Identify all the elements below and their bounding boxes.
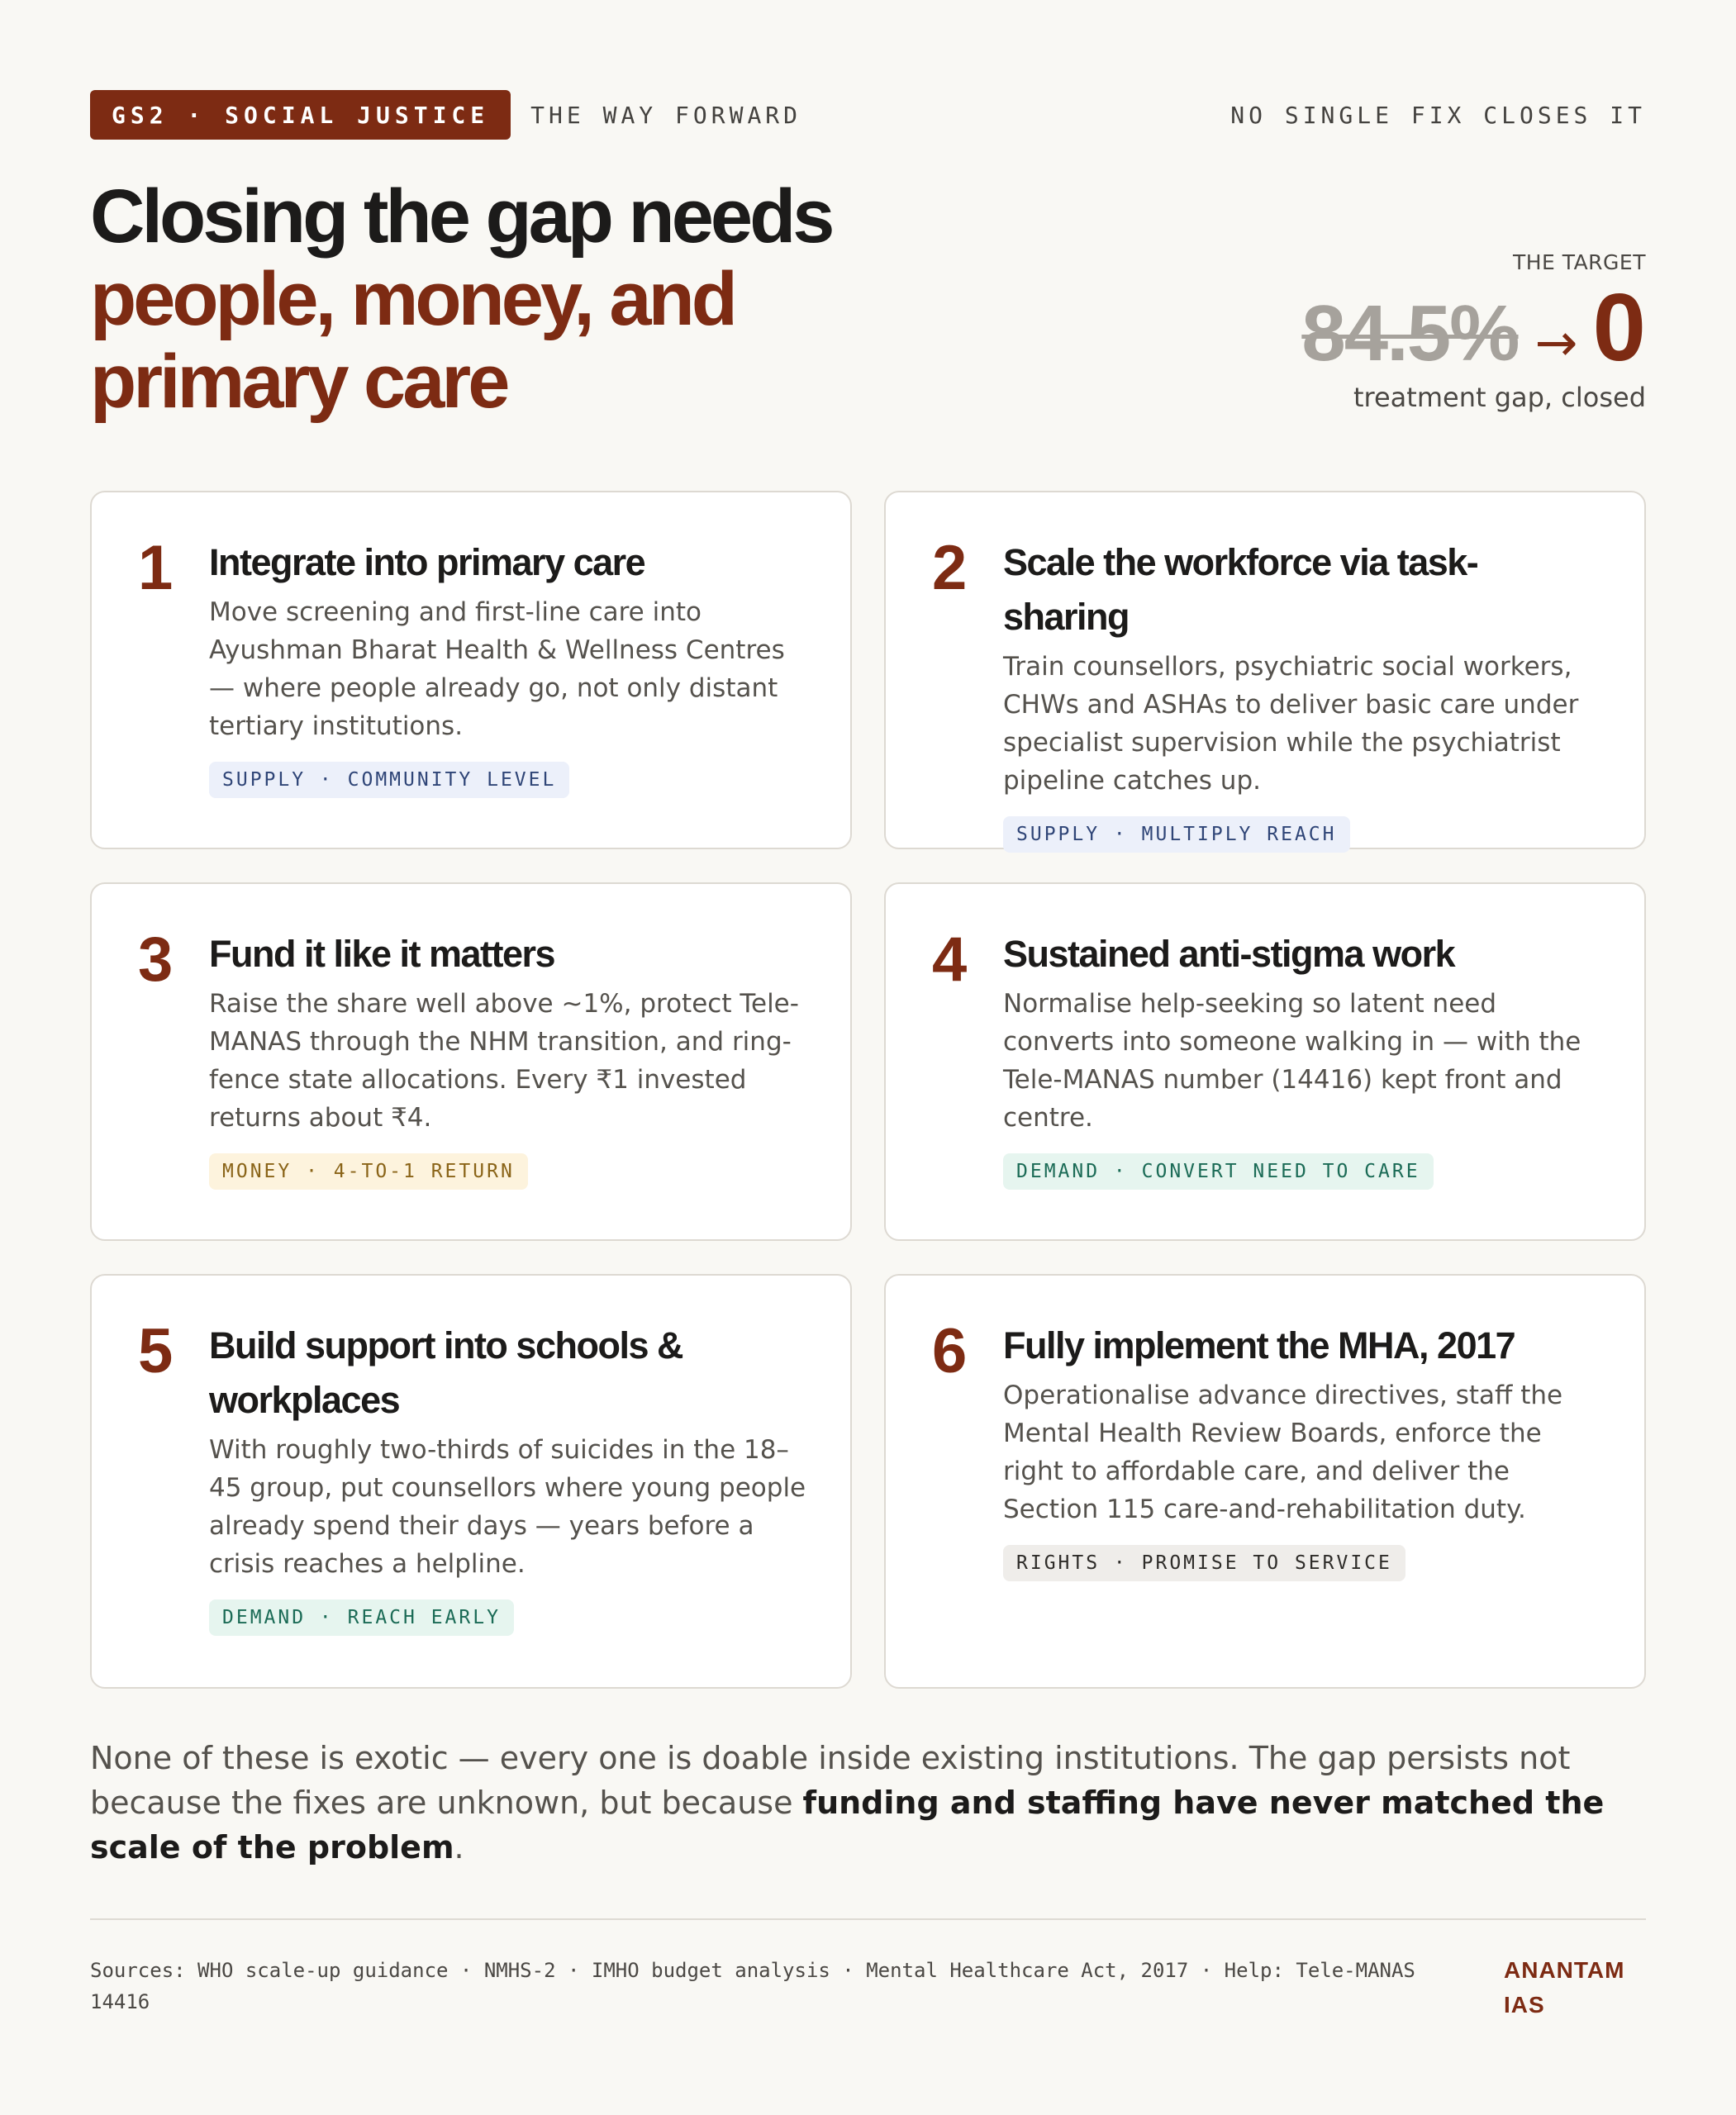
card-schools-workplaces xyxy=(90,1274,852,1689)
page-title xyxy=(90,175,1082,423)
card-tag: SUPPLY · MULTIPLY REACH xyxy=(1003,816,1350,853)
brand-line-2: IAS xyxy=(1504,1992,1545,2018)
card-title: Sustained anti-stigma work xyxy=(1003,933,1455,975)
conclusion-lead: None of these is exotic — every one is doable inside existing institutions. The gap persists not because the fixes are unknown, but because xyxy=(90,1740,1571,1821)
card-text: Raise the share well above ~1%, protect Tele-MANAS through the NHM transition, and ring-fence state allocations. Every ₹1 invested returns about ₹4. xyxy=(209,989,799,1133)
card-title: Integrate into primary care xyxy=(209,541,645,583)
card-workforce xyxy=(884,491,1646,849)
target-old-value: 84.5% xyxy=(1301,289,1519,378)
target-block xyxy=(1117,250,1646,413)
title-line-1: Closing the gap needs xyxy=(90,174,832,259)
card-mha-2017 xyxy=(884,1274,1646,1689)
card-number: 1 xyxy=(138,533,174,603)
footer-divider xyxy=(90,1918,1646,1920)
conclusion-end: . xyxy=(454,1829,464,1865)
target-label: THE TARGET xyxy=(1512,250,1646,274)
card-tag: RIGHTS · PROMISE TO SERVICE xyxy=(1003,1545,1405,1581)
target-values xyxy=(1117,273,1646,381)
card-title: Scale the workforce via task-sharing xyxy=(1003,541,1478,638)
conclusion-text xyxy=(90,1736,1646,1870)
header-note: NO SINGLE FIX CLOSES IT xyxy=(1230,101,1646,129)
card-number: 5 xyxy=(138,1316,174,1386)
title-line-3: primary care xyxy=(90,340,507,424)
card-text: With roughly two-thirds of suicides in the 18–45 group, put counsellors where young people already spend their days — years before a crisis reaches a helpline. xyxy=(209,1435,806,1579)
card-tag: DEMAND · CONVERT NEED TO CARE xyxy=(1003,1153,1434,1190)
target-caption: treatment gap, closed xyxy=(1353,382,1646,413)
conclusion-emphasis: funding and staffing have never matched the scale of the problem xyxy=(90,1785,1605,1865)
card-number: 6 xyxy=(932,1316,968,1386)
target-new-value: 0 xyxy=(1592,273,1646,381)
card-number: 4 xyxy=(932,924,968,995)
card-text: Train counsellors, psychiatric social workers, CHWs and ASHAs to deliver basic care under specialist supervision while the psychiatrist pipeline catches up. xyxy=(1003,652,1579,796)
brand-line-1: ANANTAM xyxy=(1504,1957,1625,1983)
card-title: Build support into schools & workplaces xyxy=(209,1324,683,1421)
card-number: 2 xyxy=(932,533,968,603)
card-anti-stigma xyxy=(884,882,1646,1241)
card-tag: SUPPLY · COMMUNITY LEVEL xyxy=(209,762,569,798)
card-text: Move screening and first-line care into Ayushman Bharat Health & Wellness Centres — where people already go, not only distant tertiary institutions. xyxy=(209,597,785,741)
arrow-right-icon: → xyxy=(1534,312,1578,373)
card-primary-care xyxy=(90,491,852,849)
card-tag: MONEY · 4-TO-1 RETURN xyxy=(209,1153,528,1190)
card-text: Normalise help-seeking so latent need converts into someone walking in — with the Tele-MANAS number (14416) kept front and centre. xyxy=(1003,989,1581,1133)
card-text: Operationalise advance directives, staff the Mental Health Review Boards, enforce the right to affordable care, and deliver the Section 115 care-and-rehabilitation duty. xyxy=(1003,1381,1563,1524)
section-kicker: THE WAY FORWARD xyxy=(530,101,802,129)
header-strip xyxy=(90,90,1646,140)
brand-logo xyxy=(1504,1953,1628,2022)
card-title: Fund it like it matters xyxy=(209,933,555,975)
card-tag: DEMAND · REACH EARLY xyxy=(209,1599,514,1636)
section-badge: GS2 · SOCIAL JUSTICE xyxy=(90,90,511,140)
card-funding xyxy=(90,882,852,1241)
sources-note: Sources: WHO scale-up guidance · NMHS-2 · IMHO budget analysis · Mental Healthcare Act, 2017 · Help: Tele-MANAS 14416 xyxy=(90,1959,1415,2013)
card-number: 3 xyxy=(138,924,174,995)
title-line-2: people, money, and xyxy=(90,257,735,341)
card-title: Fully implement the MHA, 2017 xyxy=(1003,1324,1515,1366)
